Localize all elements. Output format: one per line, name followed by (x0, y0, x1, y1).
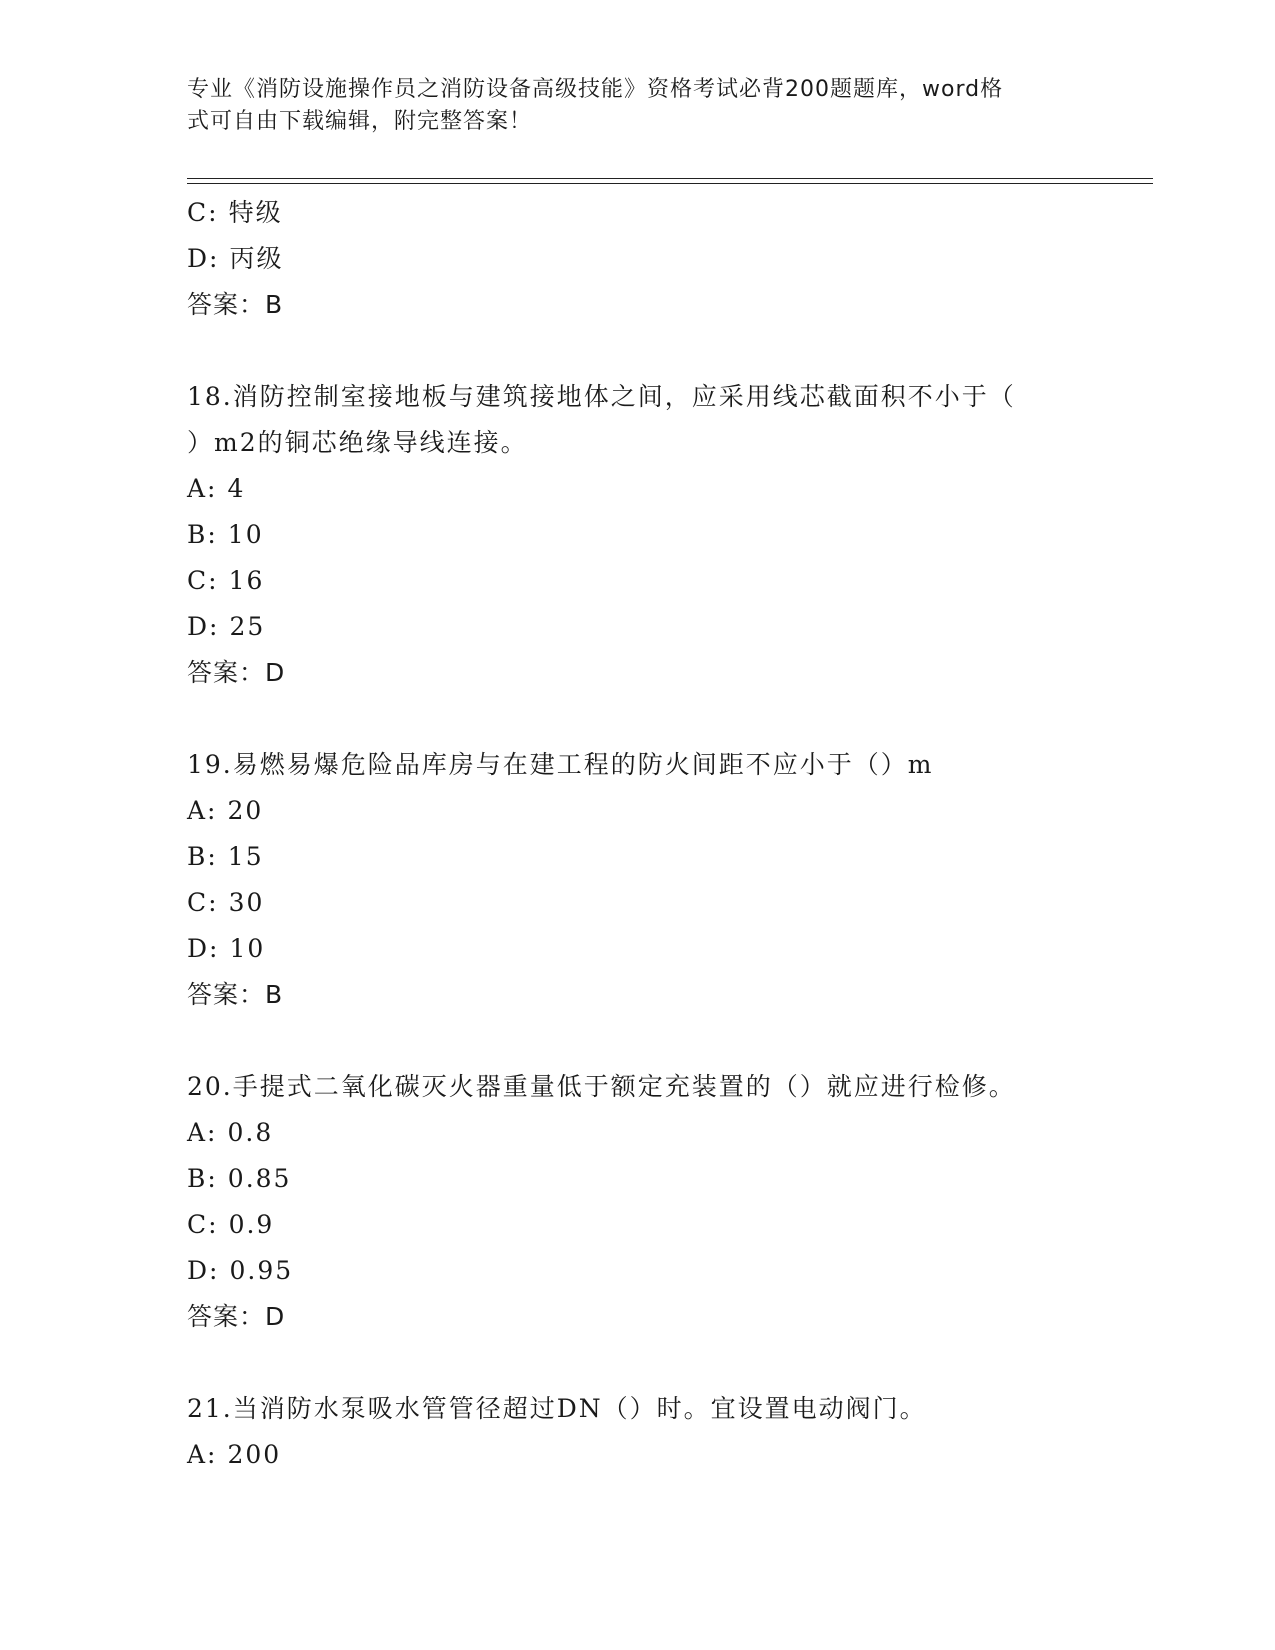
question-stem: 18.消防控制室接地板与建筑接地体之间，应采用线芯截面积不小于（ (187, 382, 1016, 411)
option-letter: B: (187, 842, 218, 871)
option-text: 10 (229, 934, 266, 963)
option-a (187, 466, 1087, 512)
option-letter: A: (187, 1440, 218, 1469)
option-text: 4 (227, 474, 246, 503)
option-text: 丙级 (229, 244, 284, 273)
option-text: 20 (227, 796, 264, 825)
question-list (187, 190, 1087, 1478)
option-d (187, 604, 1087, 650)
question-stem-continued: ）m2的铜芯绝缘导线连接。 (187, 428, 528, 457)
option-c (187, 190, 1087, 236)
option-b (187, 1156, 1087, 1202)
answer-line: 答案：B (187, 980, 284, 1009)
option-text: 0.95 (229, 1256, 294, 1285)
option-a (187, 1432, 1087, 1478)
option-letter: D: (187, 244, 220, 273)
header-divider-bottom (187, 183, 1153, 184)
option-c (187, 1202, 1087, 1248)
option-b (187, 512, 1087, 558)
option-c (187, 558, 1087, 604)
option-letter: A: (187, 474, 218, 503)
header-line-2: 式可自由下载编辑，附完整答案！ (187, 109, 533, 134)
option-text: 0.85 (227, 1164, 292, 1193)
answer-line: 答案：B (187, 290, 284, 319)
option-letter: C: (187, 888, 219, 917)
option-d (187, 236, 1087, 282)
option-letter: D: (187, 612, 220, 641)
option-letter: B: (187, 520, 218, 549)
option-letter: B: (187, 1164, 218, 1193)
question-stem: 20.手提式二氧化碳灭火器重量低于额定充装置的（）就应进行检修。 (187, 1072, 1016, 1101)
option-letter: A: (187, 796, 218, 825)
document-header (187, 74, 1067, 138)
option-letter: C: (187, 198, 219, 227)
option-letter: C: (187, 1210, 219, 1239)
option-d (187, 1248, 1087, 1294)
option-a (187, 1110, 1087, 1156)
option-letter: C: (187, 566, 219, 595)
question-stem: 21.当消防水泵吸水管管径超过DN（）时。宜设置电动阀门。 (187, 1394, 927, 1423)
option-text: 特级 (228, 198, 283, 227)
option-text: 200 (227, 1440, 282, 1469)
option-b (187, 834, 1087, 880)
header-divider-top (187, 178, 1153, 179)
option-text: 10 (227, 520, 264, 549)
option-d (187, 926, 1087, 972)
option-letter: A: (187, 1118, 218, 1147)
option-text: 15 (227, 842, 264, 871)
option-text: 30 (228, 888, 265, 917)
option-letter: D: (187, 934, 220, 963)
option-letter: D: (187, 1256, 220, 1285)
option-text: 16 (228, 566, 265, 595)
header-line-1: 专业《消防设施操作员之消防设备高级技能》资格考试必背200题题库，word格 (187, 77, 1004, 102)
option-c (187, 880, 1087, 926)
answer-line: 答案：D (187, 658, 286, 687)
option-text: 0.9 (228, 1210, 275, 1239)
option-text: 0.8 (227, 1118, 274, 1147)
option-text: 25 (229, 612, 266, 641)
option-a (187, 788, 1087, 834)
answer-line: 答案：D (187, 1302, 286, 1331)
question-stem: 19.易燃易爆危险品库房与在建工程的防火间距不应小于（）m (187, 750, 934, 779)
